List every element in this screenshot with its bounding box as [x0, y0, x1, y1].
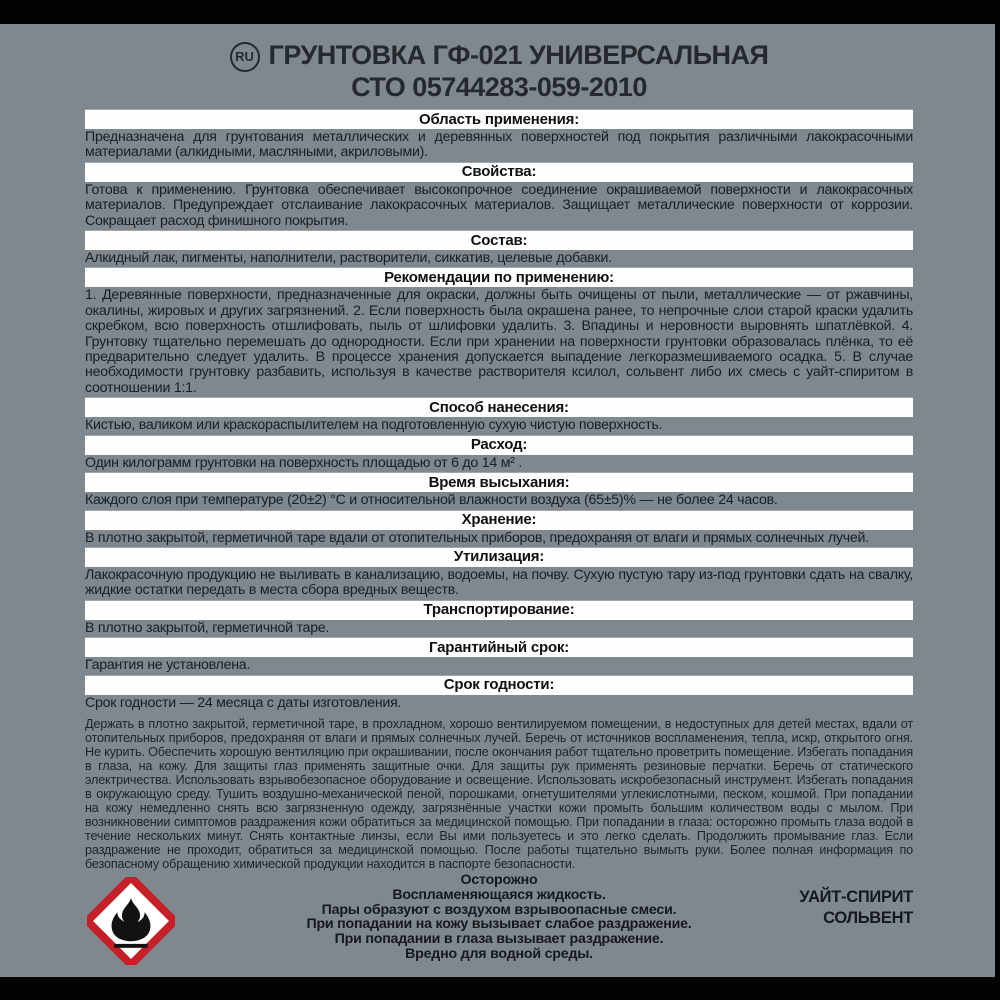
section-body: Каждого слоя при температуре (20±2) °С и относительной влажности воздуха (65±5)% — не более 24 часов.: [85, 492, 778, 509]
section-body: 1. Деревянные поверхности, предназначенные для окраски, должны быть очищены от пыли, металлические — от ржавчины, окалины, жировых и других загрязнений. 2. Если поверхность была окрашена ранее, то непрочные слои старой краски удалить скребком, всю поверхность отшлифовать, пыль от шлифовки удалить. 3. Впадины и неровности выровнять шпатлёвкой. 4. Грунтовку тщательно перемешать до однородности. Если при хранении на поверхности грунтовки образовалась плёнка, то её предварительно следует удалить. В процессе хранения допускается выпадение легкоразмешиваемого осадка. 5. В случае необходимости грунтовку разбавить, используя в качестве растворителя ксилол, сольвент либо их смесь с уайт-спиритом в соотношении 1:1.: [85, 287, 913, 396]
section-header: Транспортирование:: [85, 600, 913, 620]
warning-block: [85, 873, 913, 962]
sections-list: [85, 109, 913, 711]
solvent-names: [799, 887, 913, 929]
page-title: [85, 40, 913, 102]
warning-line: При попадании в глаза вызывает раздражение.: [334, 931, 664, 948]
section-body: В плотно закрытой, герметичной таре.: [85, 619, 330, 636]
section-header: Хранение:: [85, 510, 913, 530]
bottom-block: [85, 873, 913, 962]
section-header: Состав:: [85, 230, 913, 250]
label-content: [0, 24, 995, 962]
solvent-white-spirit: УАЙТ-СПИРИТ: [799, 887, 913, 906]
ru-certification-icon: RU: [230, 42, 260, 72]
section-header: Свойства:: [85, 162, 913, 182]
title-line-1: [85, 40, 913, 72]
section-body: Срок годности — 24 месяца с даты изготовления.: [85, 694, 402, 711]
section-body: В плотно закрытой, герметичной таре вдали от отопительных приборов, предохраняя от влаги и прямых солнечных лучей.: [85, 529, 869, 546]
section-header: Область применения:: [85, 109, 913, 129]
section-body: Гарантия не установлена.: [85, 657, 251, 674]
product-label: [0, 24, 995, 977]
ghs-flammable-icon: [87, 877, 175, 965]
section-body: Готова к применению. Грунтовка обеспечивает высокопрочное соединение окрашиваемой поверхности и лакокрасочных материалов. Предупреждает отслаивание лакокрасочных материалов. Защищает металлические поверхности от коррозии. Сокращает расход финишного покрытия.: [85, 181, 913, 229]
title-line-2: СТО 05744283-059-2010: [351, 72, 647, 102]
warning-line: Вредно для водной среды.: [405, 945, 593, 962]
section-body: Лакокрасочную продукцию не выливать в канализацию, водоемы, на почву. Сухую пустую тару из-под грунтовки сдать на свалку, жидкие остатки передать в места сбора вредных веществ.: [85, 566, 913, 599]
warning-title: Осторожно: [460, 871, 538, 888]
section-header: Способ нанесения:: [85, 397, 913, 417]
section-header: Срок годности:: [85, 675, 913, 695]
warning-lines: [85, 888, 913, 962]
section-header: Расход:: [85, 435, 913, 455]
warning-line: Воспламеняющаяся жидкость.: [392, 886, 606, 903]
warning-line: Пары образуют с воздухом взрывоопасные смеси.: [321, 901, 677, 918]
product-name: ГРУНТОВКА ГФ-021 УНИВЕРСАЛЬНАЯ: [268, 40, 769, 70]
section-header: Рекомендации по применению:: [85, 267, 913, 287]
section-body: Один килограмм грунтовки на поверхность площадью от 6 до 14 м² .: [85, 454, 523, 471]
section-header: Утилизация:: [85, 547, 913, 567]
section-body: Кистью, валиком или краскораспылителем на подготовленную сухую чистую поверхность.: [85, 417, 663, 434]
section-body: Предназначена для грунтования металлических и деревянных поверхностей под покрытия различными лакокрасочными материалами (алкидными, масляными, акриловыми).: [85, 129, 913, 161]
section-body: Алкидный лак, пигменты, наполнители, растворители, сиккатив, целевые добавки.: [85, 250, 612, 267]
section-header: Гарантийный срок:: [85, 637, 913, 657]
safety-paragraph: Держать в плотно закрытой, герметичной таре, в прохладном, хорошо вентилируемом помещении, в недоступных для детей местах, вдали от отопительных приборов, предохраняя от влаги и прямых солнечных лучей. Беречь от источников воспламенения, тепла, искр, открытого огня. Не курить. Обеспечить хорошую вентиляцию при окрашивании, после окончания работ тщательно проветрить помещение. Избегать попадания в глаза, на кожу. Для защиты глаз применять защитные очки. Для защиты рук применять резиновые перчатки. Беречь от статического электричества. Использовать взрывобезопасное оборудование и освещение. Использовать искробезопасный инструмент. Избегать попадания в окружающую среду. Тушить воздушно-механической пеной, порошками, огнетушителями углекислотными, песком, кошмой. При попадании на кожу немедленно снять всю загрязненную одежду, загрязнённые участки кожи промыть большим количеством воды с мылом. При возникновении симптомов раздражения кожи обратиться за медицинской помощью. При попадании в глаза: осторожно промыть глаза водой в течение нескольких минут. Снять контактные линзы, если Вы ими пользуетесь и это легко сделать. Продолжить промывание глаз. Если раздражение не проходит, обратиться за медицинской помощью. После работы тщательно вымыть руки. Более полная информация по безопасному обращению химической продукции находится в паспорте безопасности.: [85, 716, 913, 871]
section-header: Время высыхания:: [85, 472, 913, 492]
solvent-solvent: СОЛЬВЕНТ: [823, 908, 913, 927]
warning-line: При попадании на кожу вызывает слабое раздражение.: [306, 916, 692, 933]
